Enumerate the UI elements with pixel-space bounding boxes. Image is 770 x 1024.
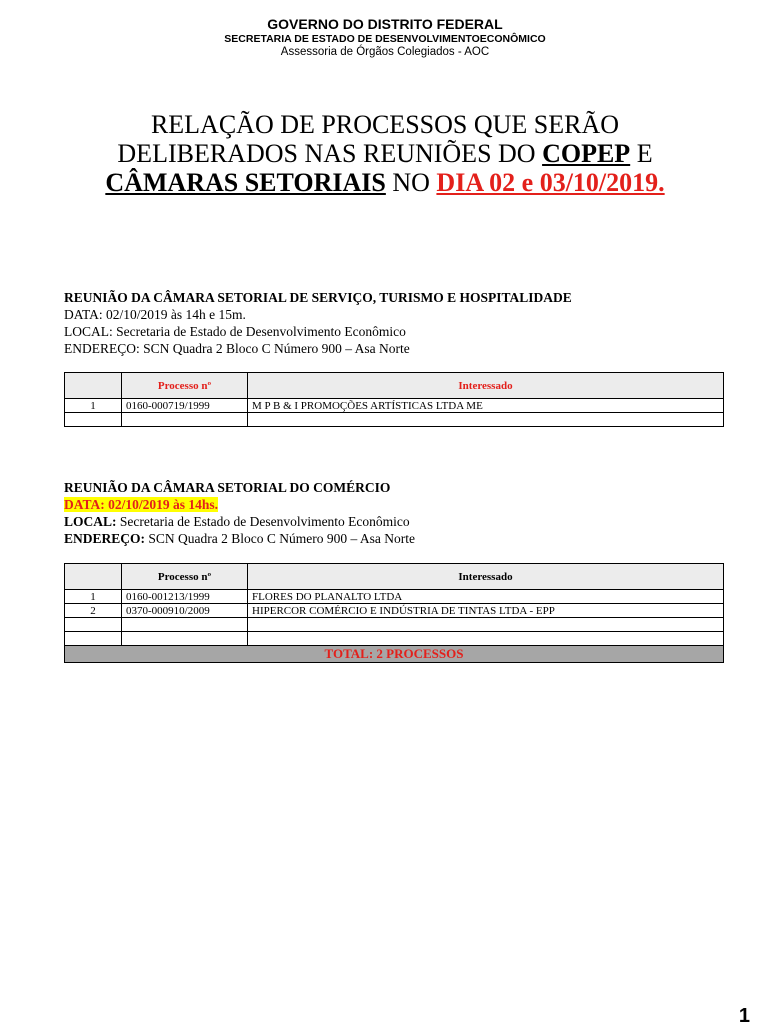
row-processo [122, 413, 248, 427]
row-interessado: HIPERCOR COMÉRCIO E INDÚSTRIA DE TINTAS LTDA - EPP [248, 604, 724, 618]
table-header-row [65, 373, 724, 399]
address-label: ENDEREÇO: [64, 531, 146, 546]
total-processes: TOTAL: 2 PROCESSOS [65, 646, 724, 663]
meeting-date-highlight: DATA: 02/10/2019 às 14hs. [64, 497, 219, 512]
row-processo [122, 632, 248, 646]
meeting-location [64, 513, 724, 530]
table-header-interessado: Interessado [248, 373, 724, 399]
address-value: SCN Quadra 2 Bloco C Número 900 – Asa Norte [145, 531, 415, 546]
title-text: NO [385, 168, 437, 197]
table-header-processo: Processo nº [122, 373, 248, 399]
meeting-location: LOCAL: Secretaria de Estado de Desenvolvimento Econômico [64, 324, 406, 339]
table-row [65, 632, 724, 646]
location-label: LOCAL: [64, 514, 117, 529]
process-table-comercio [64, 563, 724, 663]
row-processo [122, 618, 248, 632]
row-number: 1 [65, 590, 122, 604]
row-interessado: M P B & I PROMOÇÕES ARTÍSTICAS LTDA ME [248, 399, 724, 413]
header-office: Assessoria de Órgãos Colegiados - AOC [280, 46, 490, 58]
title-line-3 [0, 168, 770, 197]
meeting-address: ENDEREÇO: SCN Quadra 2 Bloco C Número 900 – Asa Norte [64, 341, 410, 356]
page-number: 1 [738, 1005, 750, 1024]
row-processo: 0160-001213/1999 [122, 590, 248, 604]
title-line-2 [0, 139, 770, 168]
table-header-row [65, 564, 724, 590]
table-row [65, 604, 724, 618]
title-date: DIA 02 e 03/10/2019. [436, 168, 665, 197]
row-processo: 0160-000719/1999 [122, 399, 248, 413]
row-number: 2 [65, 604, 122, 618]
row-interessado [248, 413, 724, 427]
table-row [65, 590, 724, 604]
section-servico-turismo [64, 289, 724, 357]
row-interessado: FLORES DO PLANALTO LTDA [248, 590, 724, 604]
title-text: E [630, 139, 653, 168]
row-processo: 0370-000910/2009 [122, 604, 248, 618]
section-comercio [64, 479, 724, 547]
meeting-date [64, 496, 724, 513]
row-interessado [248, 618, 724, 632]
meeting-date: DATA: 02/10/2019 às 14h e 15m. [64, 307, 246, 322]
title-copep: COPEP [542, 139, 631, 168]
table-total-row [65, 646, 724, 663]
table-row [65, 618, 724, 632]
document-title [0, 110, 770, 197]
table-header-cell [65, 564, 122, 590]
process-table-servico [64, 372, 724, 427]
title-text: DELIBERADOS NAS REUNIÕES DO [117, 139, 543, 168]
row-number [65, 632, 122, 646]
meeting-address [64, 530, 724, 547]
title-line-1: RELAÇÃO DE PROCESSOS QUE SERÃO [150, 110, 620, 139]
section-heading: REUNIÃO DA CÂMARA SETORIAL DE SERVIÇO, TURISMO E HOSPITALIDADE [64, 290, 572, 305]
table-header-cell [65, 373, 122, 399]
table-header-processo: Processo nº [122, 564, 248, 590]
row-interessado [248, 632, 724, 646]
title-camaras: CÂMARAS SETORIAIS [105, 168, 386, 197]
table-row [65, 399, 724, 413]
table-row [65, 413, 724, 427]
table-header-interessado: Interessado [248, 564, 724, 590]
section-heading: REUNIÃO DA CÂMARA SETORIAL DO COMÉRCIO [64, 480, 391, 495]
header-secretariat: SECRETARIA DE ESTADO DE DESENVOLVIMENTOECONÔMICO [224, 33, 546, 45]
header-government: GOVERNO DO DISTRITO FEDERAL [267, 16, 503, 32]
row-number [65, 618, 122, 632]
row-number [65, 413, 122, 427]
row-number: 1 [65, 399, 122, 413]
location-value: Secretaria de Estado de Desenvolvimento Econômico [116, 514, 410, 529]
